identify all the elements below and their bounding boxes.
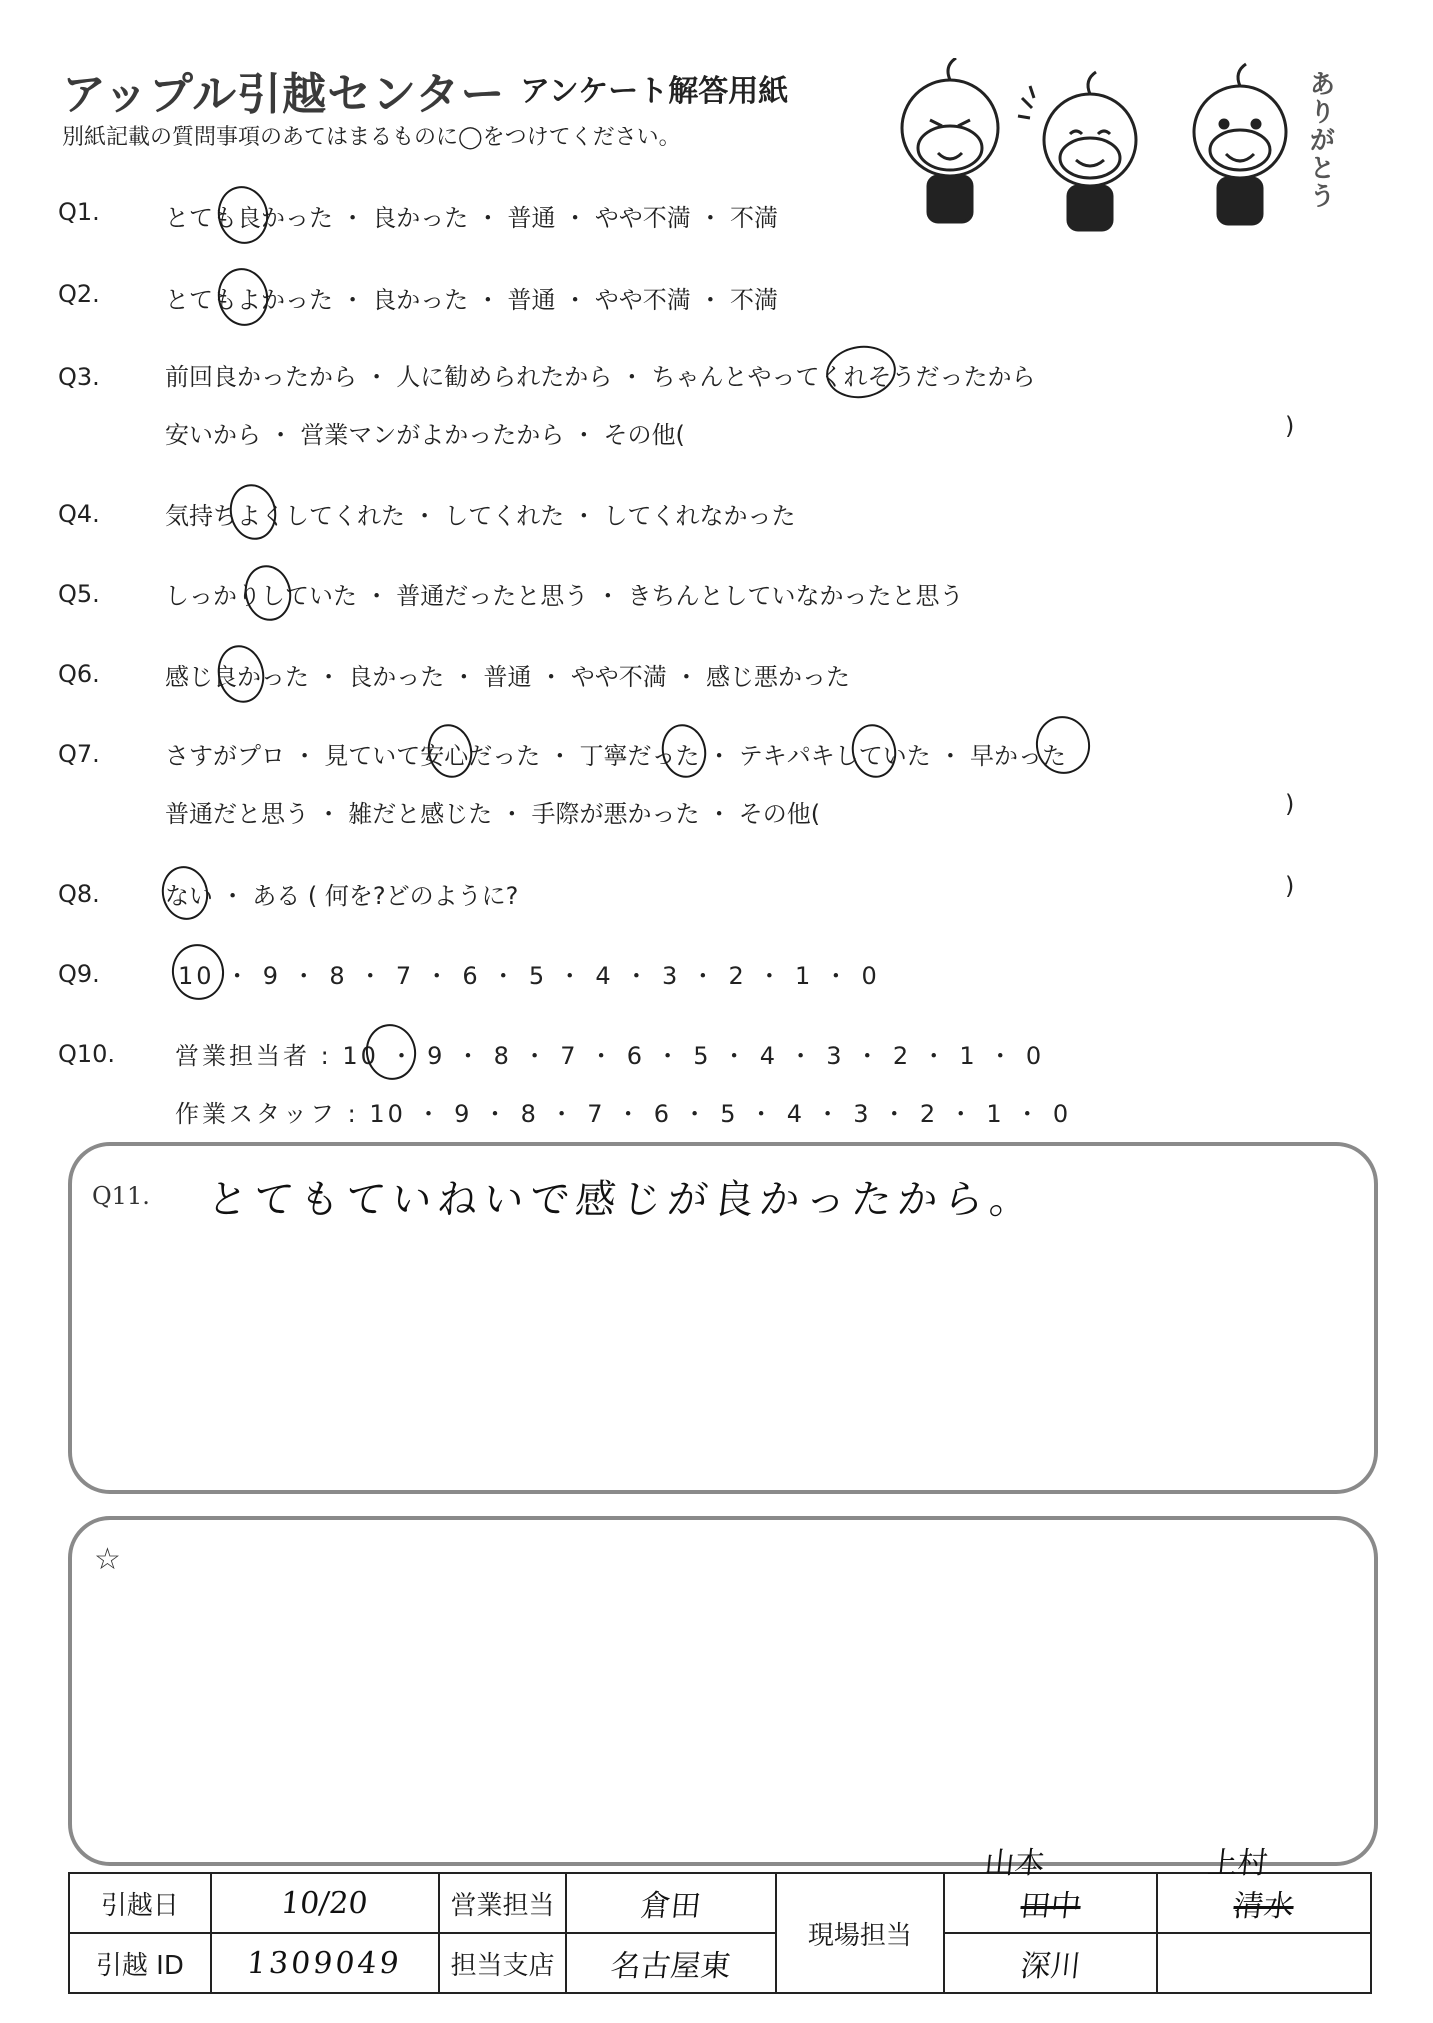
monkey-mascot-left	[902, 58, 998, 222]
question-number: Q10.	[58, 1040, 116, 1068]
q8-options: ない ・ ある ( 何を?どのように?	[165, 882, 519, 910]
answer-circle	[212, 641, 269, 707]
question-number: Q7.	[58, 740, 100, 768]
answer-circle	[157, 862, 213, 924]
q2-options: とてもよかった ・ 良かった ・ 普通 ・ やや不満 ・ 不満	[165, 286, 779, 314]
question-number: Q8.	[58, 880, 100, 908]
move-id-value: 1309049	[211, 1933, 439, 1993]
comment-box[interactable]	[68, 1516, 1378, 1866]
site-staff-1-correction: 山本	[982, 1846, 1047, 1881]
question-number: Q3.	[58, 363, 100, 391]
branch-value: 名古屋東	[566, 1933, 776, 1993]
question-number: Q5.	[58, 580, 100, 608]
move-date-value: 10/20	[211, 1873, 439, 1933]
q6-options: 感じ良かった ・ 良かった ・ 普通 ・ やや不満 ・ 感じ悪かった	[165, 663, 851, 691]
answer-circle	[361, 1019, 422, 1084]
form-title: アップル引越センター	[62, 69, 506, 120]
site-staff-4-empty	[1157, 1933, 1371, 1993]
move-date-label: 引越日	[69, 1873, 211, 1933]
q5-options: しっかりしていた ・ 普通だったと思う ・ きちんとしていなかったと思う	[165, 582, 964, 610]
site-staff-3: 深川	[944, 1933, 1158, 1993]
q10-staff-scale: 作業スタッフ : 10 ・ 9 ・ 8 ・ 7 ・ 6 ・ 5 ・ 4 ・ 3 ・ 2 ・ 1 ・ 0	[175, 1100, 1072, 1128]
q11-handwritten-answer: とてもていねいで感じが良かったから。	[205, 1177, 1039, 1223]
q10-sales-scale: 営業担当者 : 10 ・ 9 ・ 8 ・ 7 ・ 6 ・ 5 ・ 4 ・ 3 ・ 2 ・ 1 ・ 0	[175, 1042, 1045, 1070]
question-number: Q4.	[58, 500, 100, 528]
question-number: Q6.	[58, 660, 100, 688]
star-label: ☆	[94, 1542, 121, 1577]
q7-options-line2: 普通だと思う ・ 雑だと感じた ・ 手際が悪かった ・ その他(	[165, 800, 821, 828]
sales-rep-value: 倉田	[566, 1873, 776, 1933]
monkey-mascot-center	[1018, 72, 1136, 230]
monkey-mascots-illustration	[890, 58, 1340, 238]
site-staff-2	[1157, 1846, 1371, 1933]
answer-circle	[167, 939, 230, 1005]
move-id-label: 引越 ID	[69, 1933, 211, 1993]
answer-circle	[847, 720, 901, 782]
site-staff-2-crossed: 清水	[1231, 1889, 1296, 1924]
sales-rep-label: 営業担当	[439, 1873, 567, 1933]
q4-options: 気持ちよくしてくれた ・ してくれた ・ してくれなかった	[165, 502, 796, 530]
answer-circle	[657, 720, 711, 782]
site-staff-1	[944, 1846, 1158, 1933]
q11-label: Q11.	[92, 1182, 150, 1210]
answer-circle	[823, 341, 900, 402]
q9-scale: 10 ・ 9 ・ 8 ・ 7 ・ 6 ・ 5 ・ 4 ・ 3 ・ 2 ・ 1 ・ 0	[178, 962, 880, 990]
site-staff-2-correction: 上村	[1206, 1846, 1270, 1881]
answer-circle	[213, 181, 274, 248]
q7-options-line1: さすがプロ ・ 見ていて安心だった ・ 丁寧だった ・ テキパキしていた ・ 早かった	[165, 742, 1067, 770]
answer-circle	[225, 480, 282, 544]
site-staff-label: 現場担当	[776, 1873, 944, 1993]
site-staff-1-crossed: 田中	[1018, 1889, 1082, 1924]
form-subtitle: アンケート解答用紙	[520, 74, 789, 109]
answer-circle	[423, 720, 477, 782]
instruction-text: 別紙記載の質問事項のあてはまるものに◯をつけてください。	[62, 125, 681, 150]
q8-paren-close: )	[1285, 872, 1295, 900]
branch-label: 担当支店	[439, 1933, 567, 1993]
question-number: Q2.	[58, 280, 100, 308]
move-info-table	[68, 1846, 1372, 1994]
q7-paren-close: )	[1285, 790, 1295, 818]
thanks-text: ありがとう	[1305, 70, 1335, 210]
q3-options-line2: 安いから ・ 営業マンがよかったから ・ その他(	[165, 421, 685, 449]
monkey-mascot-right	[1194, 64, 1286, 224]
question-number: Q1.	[58, 198, 100, 226]
answer-circle	[213, 263, 274, 330]
q3-options-line1: 前回良かったから ・ 人に勧められたから ・ ちゃんとやってくれそうだったから	[165, 363, 1036, 391]
question-number: Q9.	[58, 960, 100, 988]
answer-circle	[240, 561, 297, 625]
q1-options: とても良かった ・ 良かった ・ 普通 ・ やや不満 ・ 不満	[165, 204, 779, 232]
q3-paren-close: )	[1285, 412, 1295, 440]
